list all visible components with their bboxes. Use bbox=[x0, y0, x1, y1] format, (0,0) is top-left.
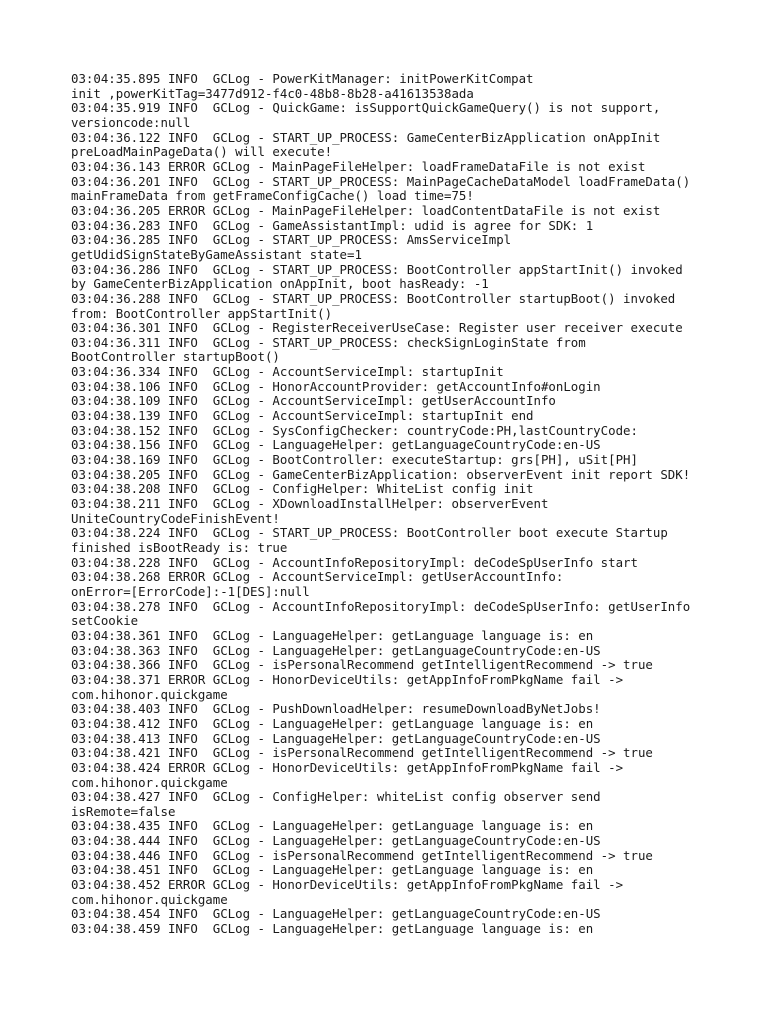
log-line: 03:04:38.109 INFO GCLog - AccountServiceImpl: getUserAccountInfo bbox=[71, 393, 556, 409]
log-line: 03:04:38.208 INFO GCLog - ConfigHelper: WhiteList config init bbox=[71, 481, 534, 497]
log-line: finished isBootReady is: true bbox=[71, 540, 288, 555]
log-line: 03:04:38.205 INFO GCLog - GameCenterBizApplication: observerEvent init report SDK! bbox=[71, 466, 691, 482]
log-line: 03:04:38.421 INFO GCLog - isPersonalRecommend getIntelligentRecommend -> true bbox=[71, 745, 653, 761]
log-line: com.hihonor.quickgame bbox=[71, 774, 228, 790]
log-line: by GameCenterBizApplication onAppInit, boot hasReady: -1 bbox=[71, 276, 489, 292]
log-line: 03:04:35.919 INFO GCLog - QuickGame: isSupportQuickGameQuery() is not support, bbox=[71, 100, 661, 116]
log-line: 03:04:38.371 ERROR GCLog - HonorDeviceUtils: getAppInfoFromPkgName fail -> bbox=[71, 671, 624, 687]
log-line: 03:04:38.152 INFO GCLog - SysConfigChecker: countryCode:PH,lastCountryCode: bbox=[71, 422, 638, 438]
log-line: 03:04:38.454 INFO GCLog - LanguageHelper: getLanguageCountryCode:en-US bbox=[71, 906, 601, 922]
log-line: setCookie bbox=[71, 613, 139, 629]
log-line: preLoadMainPageData() will execute! bbox=[71, 144, 333, 160]
log-line: onError=[ErrorCode]:-1[DES]:null bbox=[71, 583, 310, 599]
log-line: 03:04:38.106 INFO GCLog - HonorAccountProvider: getAccountInfo#onLogin bbox=[71, 378, 601, 394]
log-line: 03:04:38.413 INFO GCLog - LanguageHelper: getLanguageCountryCode:en-US bbox=[71, 730, 601, 746]
log-line: 03:04:36.288 INFO GCLog - START_UP_PROCESS: BootController startupBoot() invoked bbox=[71, 290, 676, 306]
log-line: 03:04:36.301 INFO GCLog - RegisterReceiverUseCase: Register user receiver execute bbox=[71, 320, 683, 336]
log-line: 03:04:38.444 INFO GCLog - LanguageHelper: getLanguageCountryCode:en-US bbox=[71, 833, 601, 849]
log-line: 03:04:38.224 INFO GCLog - START_UP_PROCESS: BootController boot execute Startup bbox=[71, 525, 668, 541]
log-line: 03:04:36.201 INFO GCLog - START_UP_PROCESS: MainPageCacheDataModel loadFrameData() bbox=[71, 173, 691, 189]
log-line: 03:04:35.895 INFO GCLog - PowerKitManager: initPowerKitCompat bbox=[71, 71, 534, 86]
log-document bbox=[71, 72, 711, 937]
log-line: 03:04:38.459 INFO GCLog - LanguageHelper: getLanguage language is: en bbox=[71, 921, 594, 937]
log-line: 03:04:38.363 INFO GCLog - LanguageHelper: getLanguageCountryCode:en-US bbox=[71, 642, 601, 658]
log-line: 03:04:38.403 INFO GCLog - PushDownloadHelper: resumeDownloadByNetJobs! bbox=[71, 701, 601, 717]
log-line: UniteCountryCodeFinishEvent! bbox=[71, 510, 280, 526]
log-line: 03:04:36.122 INFO GCLog - START_UP_PROCESS: GameCenterBizApplication onAppInit bbox=[71, 129, 661, 145]
log-line: 03:04:38.452 ERROR GCLog - HonorDeviceUtils: getAppInfoFromPkgName fail -> bbox=[71, 877, 624, 893]
log-line: 03:04:38.169 INFO GCLog - BootController: executeStartup: grs[PH], uSit[PH] bbox=[71, 452, 638, 468]
log-line: 03:04:38.211 INFO GCLog - XDownloadInstallHelper: observerEvent bbox=[71, 496, 549, 512]
log-line: isRemote=false bbox=[71, 803, 176, 819]
log-line: BootController startupBoot() bbox=[71, 349, 280, 365]
log-line: com.hihonor.quickgame bbox=[71, 686, 228, 702]
log-line: 03:04:36.286 INFO GCLog - START_UP_PROCESS: BootController appStartInit() invoked bbox=[71, 261, 683, 277]
log-line: 03:04:36.143 ERROR GCLog - MainPageFileHelper: loadFrameDataFile is not exist bbox=[71, 158, 646, 174]
log-line: 03:04:38.435 INFO GCLog - LanguageHelper: getLanguage language is: en bbox=[71, 818, 594, 834]
log-line: 03:04:36.283 INFO GCLog - GameAssistantImpl: udid is agree for SDK: 1 bbox=[71, 217, 594, 233]
log-line: init ,powerKitTag=3477d912-f4c0-48b8-8b28-a41613538ada bbox=[71, 85, 474, 101]
log-line: 03:04:38.278 INFO GCLog - AccountInfoRepositoryImpl: deCodeSpUserInfo: getUserInfo bbox=[71, 598, 691, 614]
log-line: 03:04:38.424 ERROR GCLog - HonorDeviceUtils: getAppInfoFromPkgName fail -> bbox=[71, 759, 624, 775]
log-line: 03:04:36.285 INFO GCLog - START_UP_PROCESS: AmsServiceImpl bbox=[71, 232, 512, 248]
log-line: versioncode:null bbox=[71, 114, 191, 130]
log-line: 03:04:38.366 INFO GCLog - isPersonalRecommend getIntelligentRecommend -> true bbox=[71, 657, 653, 673]
log-line: getUdidSignStateByGameAssistant state=1 bbox=[71, 246, 362, 262]
log-line: 03:04:38.268 ERROR GCLog - AccountServiceImpl: getUserAccountInfo: bbox=[71, 569, 564, 585]
log-line: mainFrameData from getFrameConfigCache() load time=75! bbox=[71, 188, 474, 204]
log-line: 03:04:38.361 INFO GCLog - LanguageHelper: getLanguage language is: en bbox=[71, 627, 594, 643]
log-line: com.hihonor.quickgame bbox=[71, 891, 228, 907]
log-line: 03:04:38.427 INFO GCLog - ConfigHelper: whiteList config observer send bbox=[71, 789, 601, 805]
log-line: 03:04:38.446 INFO GCLog - isPersonalRecommend getIntelligentRecommend -> true bbox=[71, 847, 653, 863]
log-line: 03:04:38.451 INFO GCLog - LanguageHelper: getLanguage language is: en bbox=[71, 862, 594, 878]
log-line: 03:04:36.311 INFO GCLog - START_UP_PROCESS: checkSignLoginState from bbox=[71, 334, 586, 350]
log-line: from: BootController appStartInit() bbox=[71, 305, 333, 321]
log-line: 03:04:38.412 INFO GCLog - LanguageHelper: getLanguage language is: en bbox=[71, 715, 594, 731]
log-line: 03:04:36.334 INFO GCLog - AccountServiceImpl: startupInit bbox=[71, 364, 504, 380]
log-line: 03:04:38.139 INFO GCLog - AccountServiceImpl: startupInit end bbox=[71, 408, 534, 424]
log-line: 03:04:38.156 INFO GCLog - LanguageHelper: getLanguageCountryCode:en-US bbox=[71, 437, 601, 453]
log-line: 03:04:38.228 INFO GCLog - AccountInfoRepositoryImpl: deCodeSpUserInfo start bbox=[71, 554, 638, 570]
log-line: 03:04:36.205 ERROR GCLog - MainPageFileHelper: loadContentDataFile is not exist bbox=[71, 202, 661, 218]
